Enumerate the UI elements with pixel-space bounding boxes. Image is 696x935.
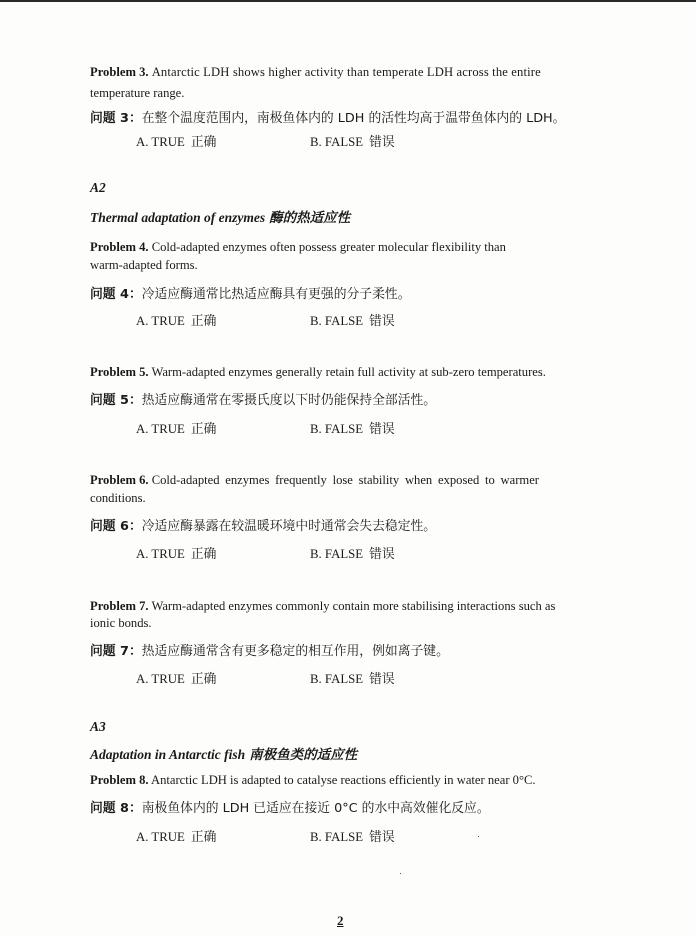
option-b-label: B. FALSE [310, 672, 364, 686]
problem-5-option-a[interactable] [136, 418, 216, 437]
problem-3-text-line2: temperature range. [90, 86, 185, 100]
problem-8-cn-text: 南极鱼体内的 LDH 已适应在接近 0°C 的水中高效催化反应。 [141, 801, 490, 816]
problem-3-cn-label: 问题 3： [90, 111, 142, 126]
problem-5-label: Problem 5. [90, 365, 149, 379]
problem-3-cn-text: 在整个温度范围内，南极鱼体内的 LDH 的活性均高于温带鱼体内的 LDH。 [141, 111, 566, 126]
problem-8-text-line1: Antarctic LDH is adapted to catalyse reactions efficiently in water near 0°C. [151, 773, 536, 787]
scan-speck [400, 873, 401, 874]
option-b-zh: 错误 [369, 830, 395, 845]
problem-6-text-line2: conditions. [90, 491, 146, 505]
problem-4-text-line1: Cold-adapted enzymes often possess greater molecular flexibility than [151, 240, 506, 254]
section-a2-title-zh: 酶的热适应性 [269, 210, 351, 226]
option-a-zh: 正确 [190, 135, 217, 150]
problem-6-option-b[interactable] [310, 543, 395, 562]
problem-3-cn [90, 107, 565, 126]
problem-7-option-a[interactable] [136, 668, 216, 687]
problem-4-cn-label: 问题 4： [90, 287, 142, 302]
section-a2-title [90, 206, 350, 226]
option-b-label: B. FALSE [310, 422, 364, 436]
section-a3-id: A3 [90, 719, 106, 734]
option-b-label: B. FALSE [310, 830, 364, 844]
option-a-label: A. TRUE [136, 422, 185, 436]
option-b-zh: 错误 [369, 547, 395, 562]
problem-8-cn [90, 797, 490, 816]
section-a3-title [90, 743, 357, 763]
option-b-label: B. FALSE [310, 547, 364, 561]
problem-4-cn-text: 冷适应酶通常比热适应酶具有更强的分子柔性。 [141, 287, 411, 302]
problem-8-label: Problem 8. [90, 773, 149, 787]
problem-6-option-a[interactable] [136, 543, 216, 562]
problem-7-cn-text: 热适应酶通常含有更多稳定的相互作用，例如离子键。 [141, 644, 449, 659]
problem-7-cn [90, 640, 449, 659]
option-a-zh: 正确 [190, 830, 217, 845]
option-a-label: A. TRUE [136, 314, 185, 328]
page-number: 2 [337, 913, 344, 928]
option-a-label: A. TRUE [136, 672, 185, 686]
problem-7-option-b[interactable] [310, 668, 395, 687]
problem-7-text-line2: ionic bonds. [90, 616, 152, 630]
problem-6-cn-label: 问题 6： [90, 519, 142, 534]
section-a2-id: A2 [90, 180, 106, 195]
problem-5-cn-text: 热适应酶通常在零摄氏度以下时仍能保持全部活性。 [141, 393, 437, 408]
problem-8-option-a[interactable] [136, 826, 216, 845]
problem-6-text-line1: Cold-adapted enzymes frequently lose stability when exposed to warmer [151, 473, 539, 487]
problem-8-cn-label: 问题 8： [90, 801, 142, 816]
problem-5-option-b[interactable] [310, 418, 395, 437]
option-a-zh: 正确 [190, 422, 217, 437]
scan-speck [478, 836, 479, 837]
problem-8-en [90, 771, 536, 790]
option-b-zh: 错误 [369, 422, 395, 437]
problem-6-cn [90, 515, 436, 534]
problem-3-text-line1: Antarctic LDH shows higher activity than temperate LDH across the entire [151, 65, 541, 79]
problem-5-en [90, 363, 546, 382]
option-a-zh: 正确 [190, 672, 217, 687]
problem-7-label: Problem 7. [90, 599, 149, 613]
option-a-zh: 正确 [190, 547, 217, 562]
problem-7-en [90, 597, 555, 616]
problem-5-text-line1: Warm-adapted enzymes generally retain full activity at sub-zero temperatures. [151, 365, 546, 379]
problem-7-text-line1: Warm-adapted enzymes commonly contain more stabilising interactions such as [151, 599, 556, 613]
problem-3-en [90, 63, 592, 82]
problem-4-en [90, 238, 506, 257]
problem-4-label: Problem 4. [90, 240, 149, 254]
option-a-zh: 正确 [190, 314, 217, 329]
problem-6-cn-text: 冷适应酶暴露在较温暖环境中时通常会失去稳定性。 [141, 519, 437, 534]
option-b-zh: 错误 [369, 314, 395, 329]
section-a2-title-en: Thermal adaptation of enzymes [90, 210, 266, 225]
problem-8-option-b[interactable] [310, 826, 395, 845]
problem-6-en [90, 471, 592, 490]
section-a3-title-en: Adaptation in Antarctic fish [90, 747, 246, 762]
option-a-label: A. TRUE [136, 547, 185, 561]
option-b-zh: 错误 [369, 672, 395, 687]
problem-4-option-a[interactable] [136, 310, 216, 329]
option-a-label: A. TRUE [136, 830, 185, 844]
option-b-label: B. FALSE [310, 314, 364, 328]
problem-6-label: Problem 6. [90, 473, 149, 487]
problem-5-cn-label: 问题 5： [90, 393, 142, 408]
problem-4-cn [90, 283, 410, 302]
problem-4-option-b[interactable] [310, 310, 395, 329]
problem-5-cn [90, 389, 436, 408]
problem-3-label: Problem 3. [90, 65, 149, 79]
problem-4-text-line2: warm-adapted forms. [90, 258, 198, 272]
option-a-label: A. TRUE [136, 135, 185, 149]
problem-3-option-a[interactable] [136, 131, 216, 150]
problem-3-option-b[interactable] [310, 131, 395, 150]
option-b-label: B. FALSE [310, 135, 364, 149]
section-a3-title-zh: 南极鱼类的适应性 [249, 747, 358, 763]
option-b-zh: 错误 [369, 135, 395, 150]
problem-7-cn-label: 问题 7： [90, 644, 142, 659]
